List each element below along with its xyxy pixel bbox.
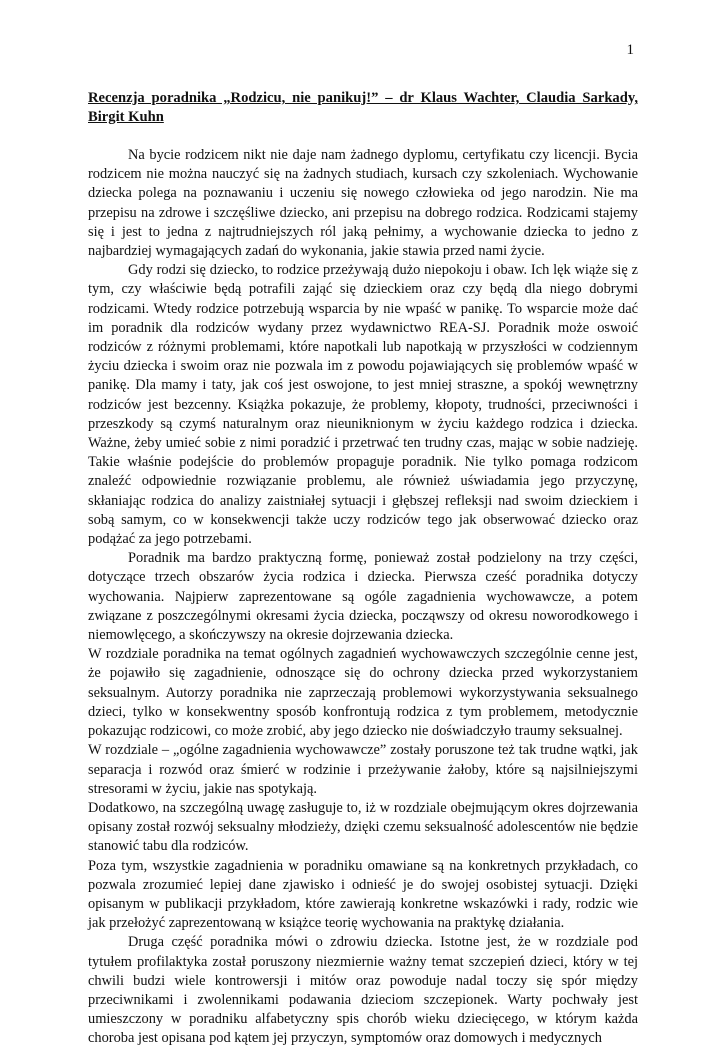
document-body bbox=[88, 89, 638, 1049]
paragraph: Druga część poradnika mówi o zdrowiu dziecka. Istotne jest, że w rozdziale pod tytułem profilaktyka został poruszony niezmiernie ważny temat szczepień dzieci, który w tej chwili budzi wiele kontrowersji i mitów oraz powoduje nadal toczy się spór między przeciwnikami i zwolennikami podawania dzieciom szczepionek. Warty pochwały jest umieszczony w poradniku alfabetyczny spis chorób wieku dziecięcego, w którym każda choroba jest opisana pod kątem jej przyczyn, symptomów oraz domowych i medycznych bbox=[88, 934, 638, 1047]
review-title: Recenzja poradnika „Rodzicu, nie panikuj!” – dr Klaus Wachter, Claudia Sarkady, Birgit Kuhn bbox=[88, 90, 638, 125]
paragraph: Dodatkowo, na szczególną uwagę zasługuje to, iż w rozdziale obejmującym okres dojrzewania opisany został rozwój seksualny młodzieży, dzięki czemu seksualność adolescentów nie będzie stanowić tabu dla rodziców. bbox=[88, 799, 638, 855]
paragraph: Poza tym, wszystkie zagadnienia w poradniku omawiane są na konkretnych przykładach, co pozwala zrozumieć lepiej dane zjawisko i odnieść je do swojej osobistej sytuacji. Dzięki opisanym w publikacji przykładom, które zawierają konkretne wskazówki i rady, rodzic wie jak przełożyć zaprezentowaną w książce teorię wychowania na praktykę działania. bbox=[88, 857, 638, 932]
page-number: 1 bbox=[626, 42, 634, 58]
paragraph: Gdy rodzi się dziecko, to rodzice przeżywają dużo niepokoju i obaw. Ich lęk wiąże się z tym, czy właściwie będą potrafili zająć się dzieckiem oraz czy będą dla niego dobrymi rodzicami. Wtedy rodzice potrzebują wsparcia by nie wpaść w panikę. To wsparcie może dać im poradnik dla rodziców wydany przez wydawnictwo REA-SJ. Poradnik może oswoić rodziców z różnymi problemami, które napotkali lub napotkają w przyszłości w codziennym życiu dziecka i swoim oraz nie pozwala im z powodu pojawiających się problemów wpaść w panikę. Dla mamy i taty, jak coś jest oswojone, to jest mniej straszne, a spokój wewnętrzny rodziców jest bezcenny. Książka pokazuje, że problemy, kłopoty, trudności, przeciwności i przeszkody są czymś naturalnym oraz nieuniknionym w życiu każdego rodzica i dziecka. Ważne, żeby umieć sobie z nimi poradzić i przetrwać ten trudny czas, mając w sobie nadzieję. Takie właśnie podejście do problemów propaguje poradnik. Nie tylko pomaga rodzicom znaleźć odpowiednie rozwiązanie problemu, ale również uświadamia jego przyczynę, skłaniając rodzica do analizy zaistniałej sytuacji i głębszej refleksji nad swoim dzieckiem i sobą samym, co w konsekwencji także uczy rodziców tego jak obserwować dziecko oraz podążać za jego potrzebami. bbox=[88, 262, 638, 548]
paragraph: W rozdziale – „ogólne zagadnienia wychowawcze” zostały poruszone też tak trudne wątki, jak separacja i rozwód oraz śmierć w rodzinie i przeżywanie żałoby, które są najsilniejszymi stresorami w życiu, jakie nas spotykają. bbox=[88, 742, 638, 797]
paragraph: W rozdziale poradnika na temat ogólnych zagadnień wychowawczych szczególnie cenne jest, że pojawiło się zagadnienie, odnoszące się do ochrony dziecka przed wykorzystaniem seksualnym. Autorzy poradnika nie zaprzeczają problemowi wykorzystywania seksualnego dzieci, tylko w konsekwentny sposób konfrontują rodzica z tym problemem, metodycznie pokazując rodzicowi, co może zrobić, aby jego dziecko nie doświadczyło traumy seksualnej. bbox=[88, 646, 638, 740]
paragraph: Poradnik ma bardzo praktyczną formę, ponieważ został podzielony na trzy części, dotyczące trzech obszarów życia rodzica i dziecka. Pierwsza cześć poradnika dotyczy wychowania. Najpierw zaprezentowane są ogóle zagadnienia wychowawcze, a potem związane z poszczególnymi okresami życia dziecka, począwszy od okresu noworodkowego i niemowlęcego, a skończywszy na okresie dojrzewania dziecka. bbox=[88, 550, 638, 644]
paragraph: Na bycie rodzicem nikt nie daje nam żadnego dyplomu, certyfikatu czy licencji. Bycia rodzicem nie można nauczyć się na żadnych studiach, kursach czy szkoleniach. Wychowanie dziecka polega na poznawaniu i uczeniu się nowego człowieka od jego narodzin. Nie ma przepisu na zdrowe i szczęśliwe dziecko, ani przepisu na dobrego rodzica. Rodzicami stajemy się i jest to jedna z najtrudniejszych ról jaką pełnimy, a wychowanie dziecka to jedno z najbardziej wymagających zadań do wykonania, jakie stawia przed nami życie. bbox=[88, 147, 638, 260]
